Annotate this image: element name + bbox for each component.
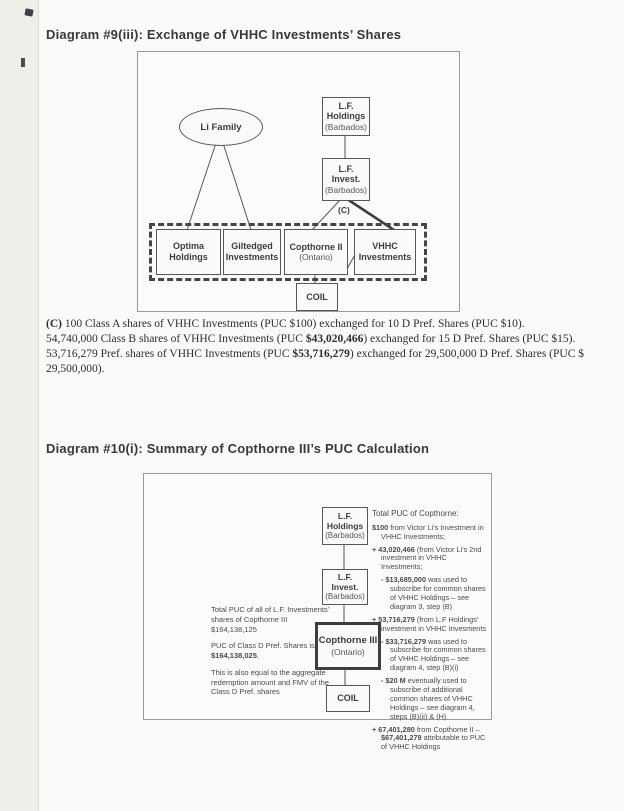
node-lf-holdings [322, 507, 368, 545]
diagram10-frame [143, 473, 492, 752]
caption-line [46, 362, 598, 377]
node-label: L.F. [338, 163, 354, 174]
node-label: Invest. [331, 582, 359, 593]
caption-bold: $43,020,466 [305, 332, 364, 345]
caption-text: ) exchanged for 15 D Pref. Shares (PUC $15). [363, 332, 576, 345]
node-label: L.F. [338, 100, 354, 111]
note-text: PUC of Class D Pref. Shares is [211, 641, 315, 651]
note-paragraph [211, 641, 331, 661]
puc-item [372, 524, 490, 542]
node-sublabel: (Barbados) [324, 185, 368, 196]
diagram9-title: Diagram #9(iii): Exchange of VHHC Investments’ Shares [46, 27, 402, 42]
node-label: L.F. [337, 572, 353, 583]
puc-text: (from Victor Li’s 2nd investment in VHHC Investments; [381, 544, 482, 572]
node-label: Li Family [200, 121, 242, 133]
node-giltedged-investments [223, 229, 281, 275]
puc-text: was used to subscribe for common shares of VHHC Holdings – see diagram 4, step (B)(i) [390, 636, 486, 673]
caption-line [46, 332, 598, 347]
edge-label-c: (C) [338, 205, 350, 215]
puc-text: attributable to PUC of VHHC Holdings [381, 733, 486, 752]
diagram9-frame [137, 51, 460, 312]
node-sublabel: (Ontario) [299, 252, 333, 263]
diagram10-title: Diagram #10(i): Summary of Copthorne III’s PUC Calculation [46, 441, 430, 456]
puc-amount: + 67,401,280 [372, 724, 415, 734]
puc-amount: $100 [372, 522, 389, 532]
node-lf-invest [322, 569, 368, 605]
puc-note-heading: Total PUC of Copthorne: [372, 509, 459, 518]
scan-artifact [24, 8, 33, 16]
node-sublabel: (Barbados) [325, 592, 365, 602]
node-label: Copthorne III [318, 635, 378, 647]
puc-text: eventually used to subscribe of additional common shares of VHHC Holdings – see diagram 4, steps (B)(ii) & (H) [390, 676, 475, 721]
puc-item [372, 726, 490, 753]
puc-text: was used to subscribe for common shares of VHHC Holdings – see diagram 3, step (B) [390, 575, 486, 611]
node-coil [296, 283, 338, 311]
note-paragraph: This is also equal to the aggregate redemption amount and FMV of the Class D Pref. shares [211, 667, 329, 697]
caption-line [46, 347, 598, 362]
node-label: Holdings [326, 521, 364, 532]
node-label: Holdings [169, 252, 208, 262]
puc-subitem [381, 677, 490, 721]
node-label: Giltedged [231, 241, 273, 252]
puc-amount: + 43,020,466 [372, 544, 415, 554]
node-sublabel: (Barbados) [324, 122, 368, 133]
node-label: COIL [306, 291, 328, 302]
diagram9-caption [46, 317, 598, 377]
note-text: , [256, 651, 259, 660]
puc-amount: - $13,685,000 [381, 575, 427, 585]
caption-text: 54,740,000 Class B shares of VHHC Investments (PUC [46, 332, 306, 345]
node-li-family [179, 108, 263, 146]
puc-text: from Victor Li’s Investment in VHHC Investments; [381, 522, 484, 541]
puc-subitem [381, 638, 490, 674]
scan-artifact [21, 58, 25, 67]
note-paragraph: Total PUC of all of L.F. Investments’ shares of Copthorne III $164,138,125 [211, 605, 330, 634]
puc-calculation-note [372, 509, 490, 756]
scan-margin-strip [0, 0, 39, 811]
node-label: Invest. [331, 174, 361, 185]
caption-line [46, 317, 598, 332]
caption-text: 53,716,279 Pref. shares of VHHC Investments (PUC [46, 347, 293, 360]
caption-bold: (C) [46, 318, 62, 330]
node-label: Holdings [326, 111, 366, 122]
puc-subitem [381, 576, 490, 612]
puc-left-note [211, 605, 331, 704]
node-vhhc-investments [354, 229, 416, 275]
node-label: Copthorne II [289, 241, 343, 252]
node-sublabel: (Barbados) [325, 531, 365, 541]
puc-amount: - $33,716,279 [381, 636, 427, 646]
node-lf-holdings [322, 97, 370, 136]
note-bold: $164,138,025 [211, 651, 257, 660]
node-label: Optima [172, 241, 204, 252]
node-lf-invest [322, 158, 370, 201]
node-label: Investments [358, 252, 412, 262]
puc-text: from Copthorne II – [414, 724, 480, 734]
puc-amount: - $20 M [381, 676, 406, 686]
node-coil [326, 685, 370, 712]
caption-bold: $53,716,279 [292, 347, 350, 360]
node-label: Investments [225, 252, 279, 262]
node-label: VHHC [372, 241, 398, 252]
node-copthorne-ii [284, 229, 348, 275]
node-optima-holdings [156, 229, 221, 275]
caption-text: 100 Class A shares of VHHC Investments (PUC $100) exchanged for 10 D Pref. Shares (PUC $10). [61, 318, 525, 330]
puc-amount: + 53,716,279 [372, 614, 415, 624]
puc-item [372, 616, 490, 634]
caption-text: 29,500,000). [46, 362, 105, 375]
puc-text: (from L.F Holdings’ investment in VHHC Invesments [381, 614, 487, 633]
node-sublabel: (Ontario) [331, 646, 365, 657]
puc-item [372, 546, 490, 573]
node-label: L.F. [337, 511, 353, 522]
puc-amount: $67,401,279 [381, 733, 422, 743]
caption-text: ) exchanged for 29,500,000 D Pref. Shares (PUC $ [349, 347, 584, 360]
node-label: COIL [337, 693, 359, 704]
